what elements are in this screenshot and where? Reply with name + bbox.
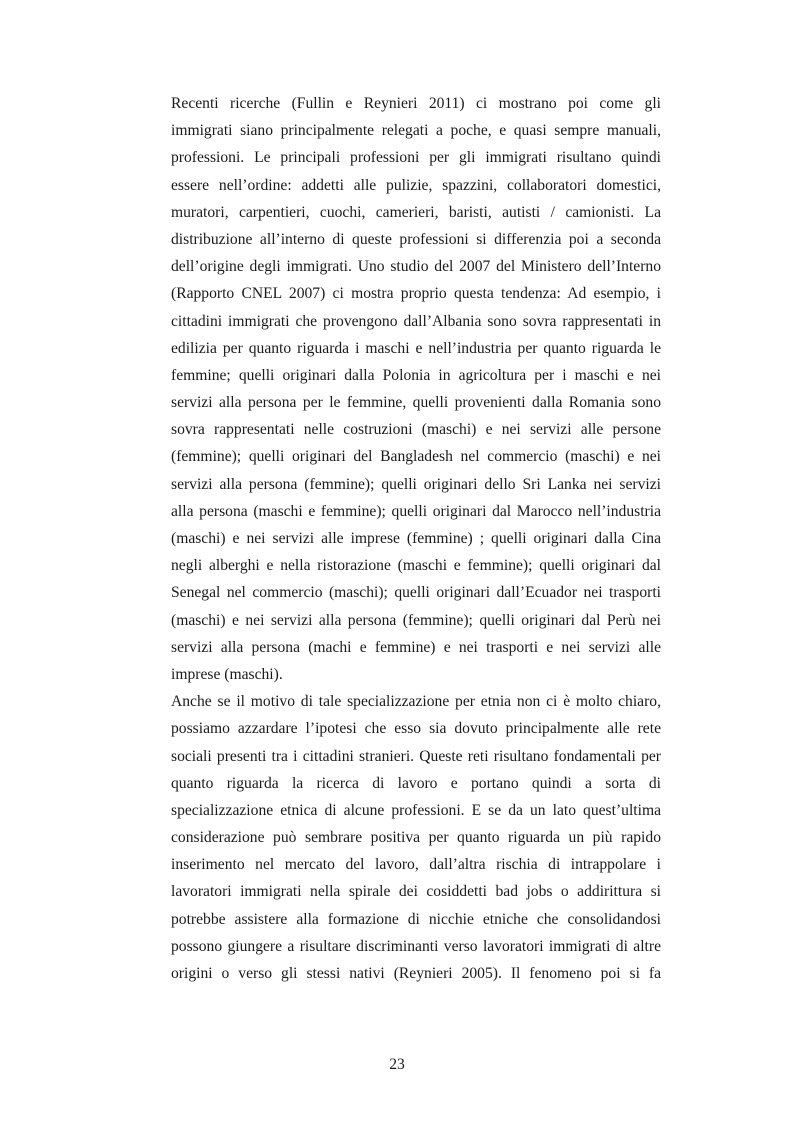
text-line: professioni. Le principali professioni per gli immigrati risultano quindi (171, 149, 661, 167)
text-line: servizi alla persona (machi e femmine) e nei trasporti e nei servizi alle (171, 638, 661, 656)
text-line: origini o verso gli stessi nativi (Reynieri 2005). Il fenomeno poi si fa (171, 965, 661, 982)
text-line: distribuzione all’interno di queste professioni si differenzia poi a seconda (171, 230, 661, 248)
text-line: potrebbe assistere alla formazione di nicchie etniche che consolidandosi (171, 910, 661, 928)
text-line: essere nell’ordine: addetti alle pulizie, spazzini, collaboratori domestici, (171, 176, 661, 194)
text-line: femmine; quelli originari dalla Polonia in agricoltura per i maschi e nei (171, 366, 661, 384)
text-line: imprese (maschi). (171, 665, 283, 683)
text-line: servizi alla persona (femmine); quelli originari dello Sri Lanka nei servizi (171, 475, 661, 493)
text-line: alla persona (maschi e femmine); quelli originari dal Marocco nell’industria (171, 502, 661, 520)
text-line: cittadini immigrati che provengono dall’Albania sono sovra rappresentati in (171, 312, 661, 330)
text-line: negli alberghi e nella ristorazione (maschi e femmine); quelli originari dal (171, 557, 661, 575)
text-line: dell’origine degli immigrati. Uno studio del 2007 del Ministero dell’Interno (171, 258, 661, 276)
text-line: (maschi) e nei servizi alla persona (femmine); quelli originari dal Perù nei (171, 611, 661, 629)
text-line: (femmine); quelli originari del Bangladesh nel commercio (maschi) e nei (171, 448, 661, 466)
text-line: lavoratori immigrati nella spirale dei cosiddetti bad jobs o addirittura si (171, 883, 661, 901)
text-line: Recenti ricerche (Fullin e Reynieri 2011) ci mostrano poi come gli (171, 95, 661, 112)
text-line: considerazione può sembrare positiva per quanto riguarda un più rapido (171, 829, 661, 847)
text-line: muratori, carpentieri, cuochi, camerieri, baristi, autisti / camionisti. La (171, 203, 661, 221)
text-line: quanto riguarda la ricerca di lavoro e portano quindi a sorta di (171, 774, 661, 792)
text-line: possiamo azzardare l’ipotesi che esso sia dovuto principalmente alle rete (171, 720, 661, 738)
text-line: possono giungere a risultare discriminanti verso lavoratori immigrati di altre (171, 937, 661, 955)
text-line: immigrati siano principalmente relegati a poche, e quasi sempre manuali, (171, 122, 661, 140)
text-line: specializzazione etnica di alcune professioni. E se da un lato quest’ultima (171, 801, 661, 819)
text-line: edilizia per quanto riguarda i maschi e nell’industria per quanto riguarda le (171, 339, 661, 357)
text-line: Anche se il motivo di tale specializzazione per etnia non ci è molto chiaro, (171, 693, 661, 711)
page-number: 23 (389, 1056, 405, 1073)
text-line: sovra rappresentati nelle costruzioni (maschi) e nei servizi alle persone (171, 421, 661, 439)
text-line: servizi alla persona per le femmine, quelli provenienti dalla Romania sono (171, 394, 661, 412)
text-line: sociali presenti tra i cittadini stranieri. Queste reti risultano fondamentali per (171, 747, 661, 765)
text-line: inserimento nel mercato del lavoro, dall’altra rischia di intrappolare i (171, 856, 661, 874)
text-line: Senegal nel commercio (maschi); quelli originari dall’Ecuador nei trasporti (171, 584, 661, 602)
text-line: (maschi) e nei servizi alle imprese (femmine) ; quelli originari dalla Cina (171, 530, 661, 547)
text-line: (Rapporto CNEL 2007) ci mostra proprio questa tendenza: Ad esempio, i (171, 285, 661, 303)
body-text (171, 90, 661, 987)
